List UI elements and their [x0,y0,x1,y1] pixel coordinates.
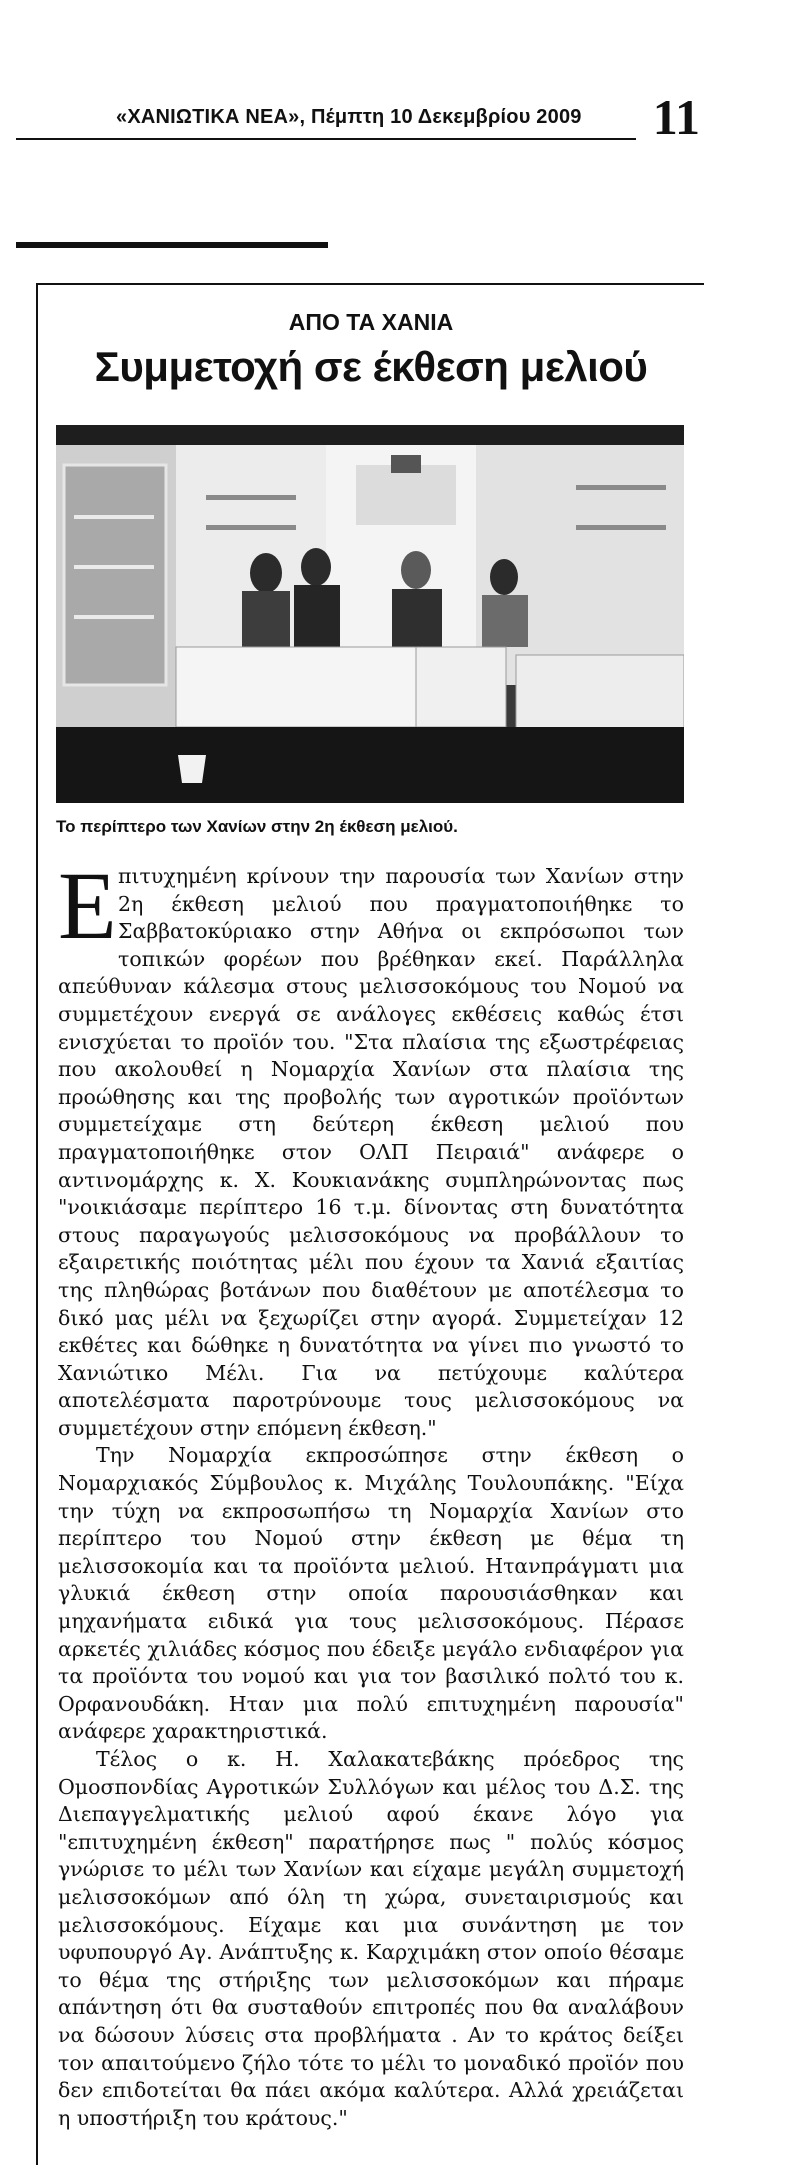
page-number: 11 [652,89,700,145]
article-body [58,852,684,2132]
section-divider [16,242,328,248]
newspaper-header [16,89,706,145]
article-kicker: ΑΠΟ ΤΑ ΧΑΝΙΑ [288,309,454,335]
article-paragraph: Τέλος ο κ. Η. Χαλακατεβάκης πρόεδρος της Ομοσπονδίας Αγροτικών Συλλόγων και μέλος του Δ.Σ. της Διεπαγγελματικής μελιού αφού έκανε λόγο για "επιτυχημένη έκθεση" παρατήρησε πως " πολύς κόσμος γνώρισε το μέλι των Χανίων και είχαμε μεγάλη συμμετοχή μελισσοκόμων από όλη τη χώρα, συνεταιρισμούς και μελισσοκόμους. Είχαμε και μια συνάντηση με τον υφυπουργό Αγ. Ανάπτυξης κ. Καρχιμάκη στον οποίο θέσαμε το θέμα της στήριξης των μελισσοκόμων και πήραμε απάντηση ότι θα συσταθούν επιτροπές που θα αναλάβουν να δώσουν λύσεις στα προβλήματα . Αν το κράτος δείξει τον απαιτούμενο ζήλο τότε το μέλι το μοναδικό προϊόν που δεν επιδοτείται θα πάει ακόμα καλύτερα. Αλλά χρειάζεται η υποστήριξη του κράτους." [58,1747,684,2130]
paragraph-text: πιτυχημένη κρίνουν την παρουσία των Χανίων στην 2η έκθεση μελιού που πραγματοποιήθηκε το Σαββατοκύριακο στην Αθήνα οι εκπρόσωποι των τοπικών φορέων που βρέθηκαν εκεί. Παράλληλα απεύθυναν κάλεσμα στους μελισσοκόμους του Νομού να συμμετέχουν ενεργά σε ανάλογες εκθέσεις καθώς έτσι ενισχύεται το προϊόν του. "Στα πλαίσια της εξωστρέφειας που ακολουθεί η Νομαρχία Χανίων στα πλαίσια της προώθησης και της προβολής των αγροτικών προϊόντων συμμετείχαμε στη δεύτερη έκθεση μελιού που πραγματοποιήθηκε στον ΟΛΠ Πειραιά" ανάφερε ο αντινομάρχης κ. Χ. Κουκιανάκης συμπληρώνοντας πως "νοικιάσαμε περίπτερο 16 τ.μ. δίνοντας στη δυνατότητα στους παραγωγούς μελισσοκόμους να προβάλλουν το εξαιρετικής ποιότητας μέλι που έχουν τα Χανιά εξαιτίας της πληθώρας βοτάνων που διαθέτουν με αποτέλεσμα το δικό μας μέλι να ξεχωρίζει στην αγορά. Συμμετείχαν 12 εκθέτες και δώθηκε η δυνατότητα να γίνει πιο γνωστό το Χανιώτικο Μέλι. Για να πετύχουμε καλύτερα αποτελέσματα παροτρύνουμε τους μελισσοκόμους να συμμετέχουν στην επόμενη έκθεση." [58,864,684,1440]
header-rule [16,138,636,140]
drop-cap: Ε [58,852,117,959]
photo-caption: Το περίπτερο των Χανίων στην 2η έκθεση μελιού. [56,817,458,836]
exhibition-booth-photo [56,425,684,803]
publication-dateline: «ΧΑΝΙΩΤΙΚΑ ΝΕΑ», Πέμπτη 10 Δεκεμβρίου 2009 [116,106,582,128]
article-paragraph: Την Νομαρχία εκπροσώπησε στην έκθεση ο Νομαρχιακός Σύμβουλος κ. Μιχάλης Τουλουπάκης. "Είχα την τύχη να εκπροσωπήσω τη Νομαρχία Χανίων στο περίπτερο του Νομού στην έκθεση με θέμα τη μελισσοκομία και τα προϊόντα μελιού. Ητανπράγματι μια γλυκιά έκθεση στην οποία παρουσιάσθηκαν και μηχανήματα ειδικά για τους μελισσοκόμους. Πέρασε αρκετές χιλιάδες κόσμος που έδειξε μεγάλο ενδιαφέρον για τα προϊόντα του νομού και για τον βασιλικό πολτό του κ. Ορφανουδάκη. Ηταν μια πολύ επιτυχημένη παρουσία" ανάφερε χαρακτηριστικά. [58,1443,684,1744]
article-paragraph [58,852,684,1442]
news-article [36,283,704,2165]
article-headline: Συμμετοχή σε έκθεση μελιού [94,343,648,390]
